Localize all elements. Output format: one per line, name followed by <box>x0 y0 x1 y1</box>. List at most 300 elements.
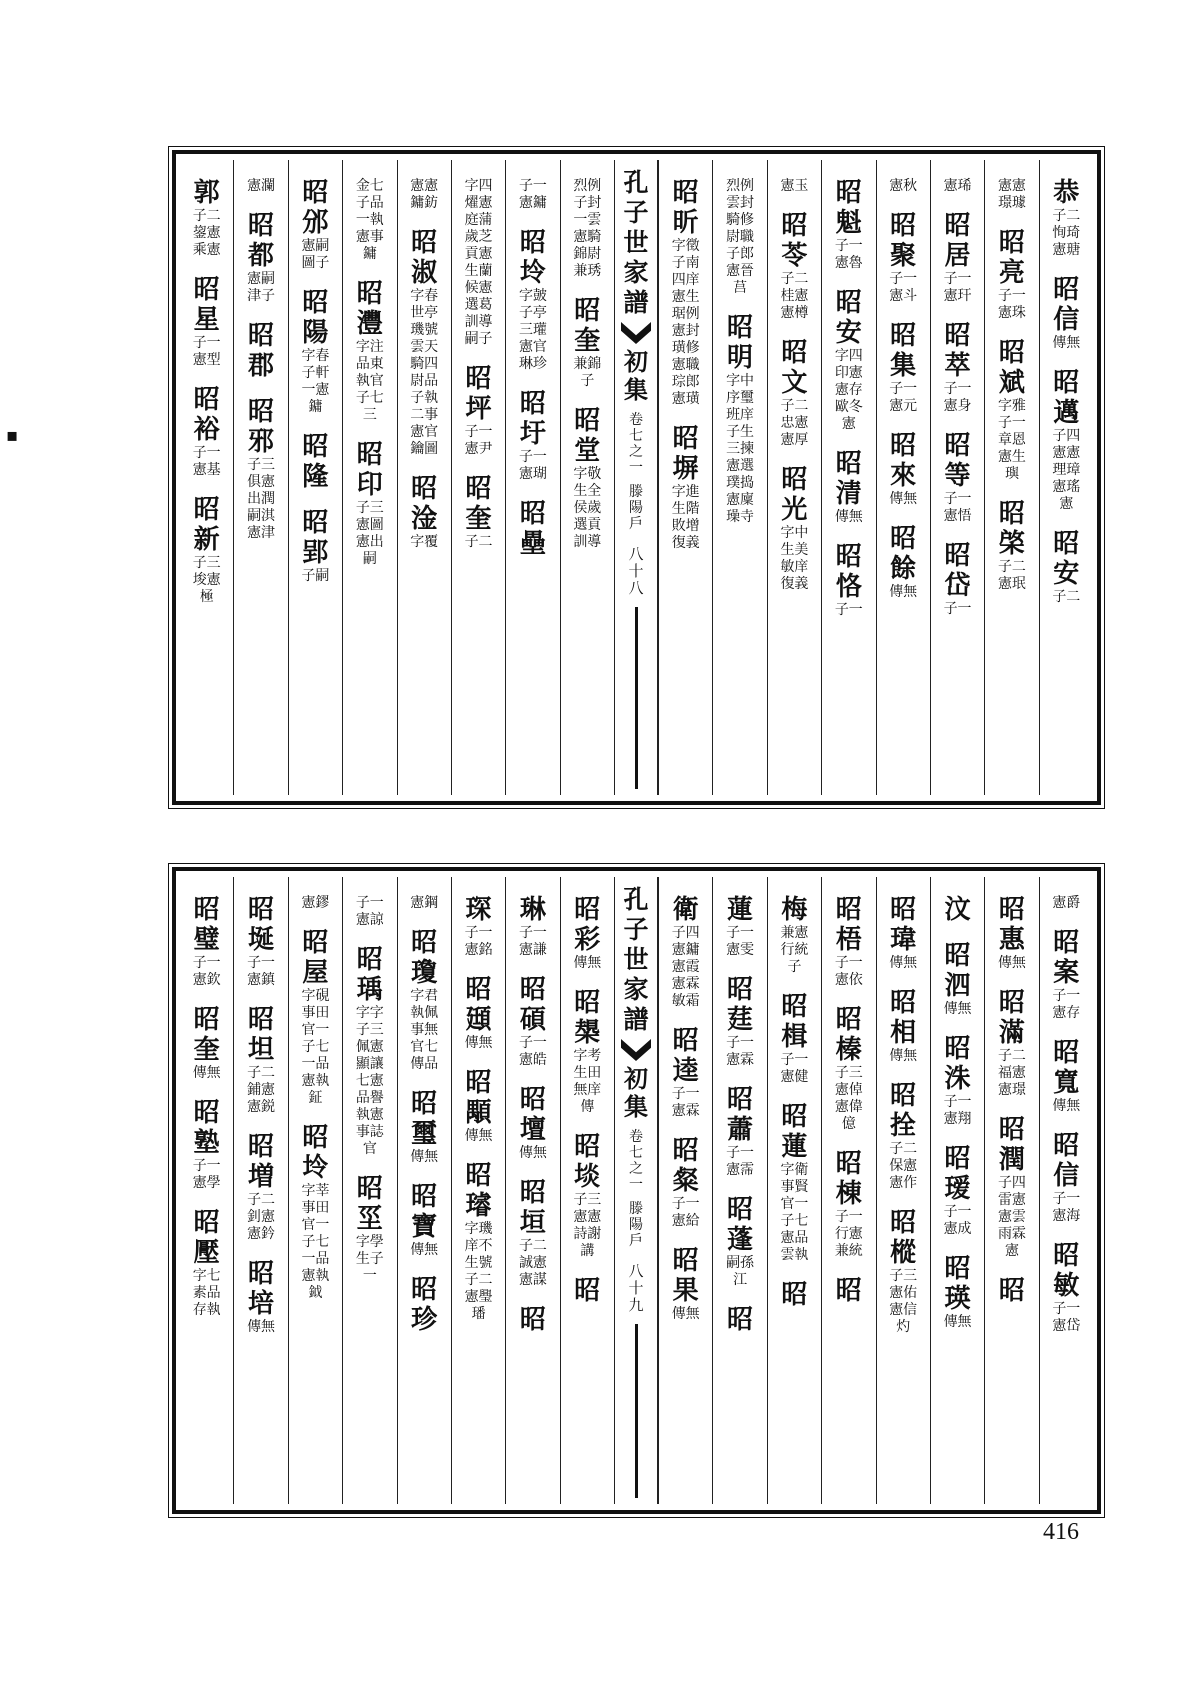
person-annotation: 字衛事賢官一子七憲品雲執 <box>780 1162 809 1263</box>
person-name: 昭瑋 <box>890 895 917 955</box>
genealogy-column <box>397 877 451 1504</box>
genealogy-entry <box>669 1026 703 1120</box>
person-annotation: 子一憲鎮 <box>247 955 276 988</box>
top-page-frame <box>172 150 1101 805</box>
person-name: 昭珍 <box>411 1275 438 1335</box>
person-annotation: 字君執佩事無官七傳品 <box>410 988 439 1072</box>
genealogy-entry <box>570 406 604 551</box>
person-annotation: 子三埈憲極 <box>192 555 221 605</box>
genealogy-entry <box>669 424 703 552</box>
genealogy-entry <box>570 895 604 972</box>
person-annotation: 子三憲佑憲信灼 <box>889 1268 918 1335</box>
person-name: 昭坦 <box>248 1005 275 1065</box>
person-name: 昭光 <box>781 465 808 525</box>
genealogy-entry <box>669 1246 703 1323</box>
person-annotation: 子二保憲憲作 <box>889 1141 918 1191</box>
genealogy-entry <box>516 1178 550 1289</box>
genealogy-column <box>397 160 451 795</box>
genealogy-entry <box>1049 1131 1083 1225</box>
person-annotation: 憲鋼 <box>410 895 439 911</box>
person-name: 昭碩 <box>519 975 546 1035</box>
person-name: 昭萃 <box>944 321 971 381</box>
person-name: 昭居 <box>944 211 971 271</box>
person-annotation: 字璣庠不生號子二憲璺璠 <box>464 1221 493 1322</box>
genealogy-entry <box>886 895 920 972</box>
person-name: 昭埮 <box>574 1132 601 1192</box>
person-annotation: 子一憲玕 <box>943 271 972 304</box>
person-name: 昭顒 <box>465 1068 492 1128</box>
genealogy-entry <box>570 178 604 280</box>
person-name: 昭郡 <box>248 321 275 381</box>
genealogy-entry <box>462 895 496 959</box>
genealogy-column <box>560 877 614 1504</box>
genealogy-column <box>658 160 712 795</box>
person-name: 昭來 <box>890 431 917 491</box>
person-name: 昭洙 <box>944 1034 971 1094</box>
person-annotation: 子一憲岱 <box>1052 1301 1081 1334</box>
person-annotation: 子一憲謙 <box>518 925 547 958</box>
genealogy-entry <box>298 1123 332 1302</box>
genealogy-entry <box>995 178 1029 212</box>
person-name: 昭淑 <box>411 228 438 288</box>
genealogy-entry <box>995 988 1029 1099</box>
person-annotation: 子二 <box>1052 589 1081 605</box>
person-name: 昭岱 <box>944 541 971 601</box>
genealogy-entry <box>298 178 332 272</box>
person-name: 昭粲 <box>672 1136 699 1196</box>
person-annotation: 子一憲翔 <box>943 1094 972 1127</box>
person-name: 昭塾 <box>193 1098 220 1158</box>
person-name: 昭槼 <box>574 988 601 1048</box>
person-annotation: 子四憲憲理璋憲瑤憲 <box>1052 428 1081 512</box>
book-title: 孔子世家譜 <box>623 168 649 317</box>
person-annotation: 傳無 <box>464 1035 493 1051</box>
person-name: 昭堂 <box>574 406 601 466</box>
person-name: 衛 <box>672 895 699 925</box>
genealogy-entry <box>832 895 866 989</box>
person-annotation: 字覆 <box>410 534 439 550</box>
genealogy-entry <box>723 1085 757 1179</box>
genealogy-entry <box>941 321 975 415</box>
center-fold-column <box>614 160 658 795</box>
fishtail-mark <box>621 322 651 344</box>
person-annotation: 子一憲霖 <box>671 1086 700 1119</box>
person-annotation: 憲瀾 <box>247 178 276 194</box>
genealogy-column <box>233 160 287 795</box>
genealogy-entry <box>516 228 550 373</box>
person-annotation: 子一憲魯 <box>834 238 863 271</box>
genealogy-column <box>451 877 505 1504</box>
person-name: 昭泗 <box>944 941 971 1001</box>
genealogy-entry <box>723 313 757 526</box>
person-annotation: 子三俱憲出潤嗣淇憲津 <box>247 457 276 541</box>
person-annotation: 子一 <box>834 602 863 618</box>
person-name: 昭斌 <box>998 338 1025 398</box>
genealogy-entry <box>886 1208 920 1336</box>
genealogy-column <box>180 877 233 1504</box>
genealogy-column <box>233 877 287 1504</box>
person-annotation: 字考生田無庠傳 <box>573 1048 602 1115</box>
person-name: 昭灃 <box>356 279 383 339</box>
genealogy-entry <box>244 1005 278 1116</box>
person-annotation: 子一憲霖 <box>726 1035 755 1068</box>
genealogy-entry <box>190 495 224 606</box>
person-annotation: 子三憲倬憲偉億 <box>834 1065 863 1132</box>
person-name: 昭莛 <box>727 975 754 1035</box>
person-annotation: 子一憲型 <box>192 335 221 368</box>
person-annotation: 子嗣 <box>301 568 330 584</box>
genealogy-entry <box>407 928 441 1073</box>
person-name: 昭邁 <box>1053 368 1080 428</box>
person-annotation: 傳無 <box>671 1306 700 1322</box>
person-annotation: 子一憲身 <box>943 381 972 414</box>
genealogy-entry <box>941 178 975 195</box>
genealogy-entry <box>941 431 975 525</box>
person-annotation: 嗣孫江 <box>726 1255 755 1288</box>
fold-rule <box>635 1324 638 1498</box>
genealogy-column <box>876 160 930 795</box>
person-annotation: 子一憲健 <box>780 1052 809 1085</box>
person-name: 琳 <box>519 895 546 925</box>
genealogy-entry <box>777 178 811 195</box>
genealogy-entry <box>244 211 278 305</box>
genealogy-entry <box>777 465 811 593</box>
person-name: 昭清 <box>835 449 862 509</box>
person-annotation: 憲玉 <box>780 178 809 194</box>
person-annotation: 子一憲成 <box>943 1204 972 1237</box>
genealogy-entry <box>407 1275 441 1335</box>
genealogy-entry <box>723 178 757 297</box>
person-annotation: 子二鋪憲憲鋭 <box>247 1065 276 1115</box>
person-annotation: 憲嗣圖子 <box>301 238 330 271</box>
genealogy-entry <box>669 178 703 408</box>
genealogy-entry <box>244 321 278 381</box>
genealogy-column <box>1039 160 1093 795</box>
person-annotation: 字莘事田官一子七一品憲執鉞 <box>301 1183 330 1301</box>
genealogy-entry <box>462 474 496 551</box>
person-name: 昭圩 <box>519 389 546 449</box>
genealogy-entry <box>777 895 811 976</box>
genealogy-entry <box>298 508 332 585</box>
person-annotation: 子二恂琦憲瑭 <box>1052 208 1081 258</box>
person-annotation: 憲鏐 <box>301 895 330 911</box>
genealogy-entry <box>886 1081 920 1192</box>
genealogy-column <box>505 877 559 1504</box>
person-name: 恭 <box>1053 178 1080 208</box>
person-name: 昭塀 <box>672 424 699 484</box>
person-name: 昭榛 <box>835 1005 862 1065</box>
genealogy-entry <box>777 211 811 322</box>
person-annotation: 子一憲基 <box>192 445 221 478</box>
person-annotation: 子一憲雯 <box>726 925 755 958</box>
genealogy-entry <box>407 1182 441 1259</box>
volume-label: 卷七之一 <box>629 1129 643 1193</box>
fold-rule <box>635 607 638 789</box>
genealogy-entry <box>407 228 441 458</box>
person-name: 昭相 <box>890 988 917 1048</box>
genealogy-entry <box>723 1305 757 1335</box>
series-label: 初集 <box>624 1064 648 1121</box>
genealogy-entry <box>190 275 224 369</box>
person-annotation: 子三憲憲詩謝講 <box>573 1192 602 1259</box>
person-name: 昭奎 <box>465 474 492 534</box>
genealogy-column <box>767 160 821 795</box>
person-name: 昭敏 <box>1053 1241 1080 1301</box>
genealogy-entry <box>298 928 332 1107</box>
person-name: 昭瑷 <box>944 1144 971 1204</box>
person-name: 昭潤 <box>998 1115 1025 1175</box>
person-name: 昭等 <box>944 431 971 491</box>
person-annotation: 子一憲斗 <box>889 271 918 304</box>
person-name: 昭壓 <box>193 1208 220 1268</box>
genealogy-column <box>342 877 396 1504</box>
genealogy-entry <box>995 895 1029 972</box>
genealogy-entry <box>462 975 496 1052</box>
genealogy-entry <box>190 385 224 479</box>
person-annotation: 字徵子南四庠憲生琚例憲封璜修憲職琮郎憲璜 <box>671 238 700 407</box>
genealogy-entry <box>516 389 550 483</box>
genealogy-column <box>288 160 342 795</box>
genealogy-entry <box>832 288 866 433</box>
person-name: 昭璽 <box>411 1089 438 1149</box>
person-name: 昭惠 <box>998 895 1025 955</box>
genealogy-column <box>712 877 766 1504</box>
genealogy-column <box>560 160 614 795</box>
person-name: 昭屋 <box>302 928 329 988</box>
person-name: 昭案 <box>1053 928 1080 988</box>
bottom-page-columns <box>180 877 1093 1504</box>
genealogy-entry <box>941 1144 975 1238</box>
person-name: 昭樅 <box>890 1208 917 1268</box>
genealogy-entry <box>190 1005 224 1082</box>
genealogy-entry <box>516 895 550 959</box>
genealogy-entry <box>886 321 920 415</box>
person-name: 昭餘 <box>890 524 917 584</box>
genealogy-entry <box>941 895 975 925</box>
person-annotation: 字四印憲憲存歐冬憲 <box>834 348 863 432</box>
person-annotation: 子一憲諒 <box>355 895 384 928</box>
book-title: 孔子世家譜 <box>623 885 649 1034</box>
person-name: 昭璿 <box>465 1161 492 1221</box>
genealogy-column <box>821 160 875 795</box>
genealogy-entry <box>190 178 224 259</box>
person-name: 昭蕭 <box>727 1085 754 1145</box>
genealogy-entry <box>1049 928 1083 1022</box>
person-annotation: 傳無 <box>943 1314 972 1330</box>
genealogy-entry <box>669 895 703 1010</box>
person-name: 昭郢 <box>302 508 329 568</box>
genealogy-entry <box>353 1174 387 1285</box>
person-name: 昭星 <box>193 275 220 335</box>
person-annotation: 子四雷憲憲雲雨霖憲 <box>997 1175 1026 1259</box>
center-fold-column <box>614 877 658 1504</box>
person-annotation: 傳無 <box>518 1145 547 1161</box>
person-name: 琛 <box>465 895 492 925</box>
person-annotation: 烈例子封一雲憲騎錦尉兼琇 <box>573 178 602 279</box>
genealogy-entry <box>353 279 387 424</box>
person-name: 昭壇 <box>519 1085 546 1145</box>
person-annotation: 子一憲學 <box>192 1158 221 1191</box>
person-name: 昭坪 <box>465 364 492 424</box>
person-annotation: 字雅子一章恩憲生璵 <box>997 398 1026 482</box>
person-annotation: 金七子品一執憲事鏞 <box>355 178 384 262</box>
genealogy-entry <box>190 1098 224 1192</box>
genealogy-entry <box>570 296 604 390</box>
person-annotation: 憲爵 <box>1052 895 1081 911</box>
genealogy-entry <box>886 211 920 305</box>
person-name: 昭邠 <box>302 178 329 238</box>
person-name: 昭 <box>781 1280 808 1310</box>
person-name: 昭亮 <box>998 228 1025 288</box>
genealogy-entry <box>941 941 975 1018</box>
person-name: 昭昕 <box>672 178 699 238</box>
genealogy-column <box>288 877 342 1504</box>
person-name: 昭 <box>727 1305 754 1335</box>
person-annotation: 傳無 <box>410 1149 439 1165</box>
genealogy-entry <box>886 988 920 1065</box>
person-annotation: 字進生階敗增復義 <box>671 484 700 551</box>
person-annotation: 傳無 <box>573 955 602 971</box>
person-name: 昭逵 <box>672 1026 699 1086</box>
genealogy-entry <box>516 975 550 1069</box>
genealogy-entry <box>995 338 1029 483</box>
top-page-columns <box>180 160 1093 795</box>
person-name: 昭寬 <box>1053 1038 1080 1098</box>
person-name: 昭坙 <box>356 1174 383 1234</box>
person-name: 昭坽 <box>302 1123 329 1183</box>
genealogy-entry <box>244 895 278 989</box>
person-name: 昭瑛 <box>944 1254 971 1314</box>
person-name: 昭裕 <box>193 385 220 445</box>
genealogy-entry <box>723 895 757 959</box>
person-annotation: 子二鋆憲乘憲 <box>192 208 221 258</box>
genealogy-entry <box>190 895 224 989</box>
genealogy-entry <box>298 895 332 912</box>
person-annotation: 子一憲皓 <box>518 1035 547 1068</box>
genealogy-entry <box>941 211 975 305</box>
person-name: 昭垣 <box>519 1178 546 1238</box>
person-annotation: 兼錦子 <box>573 356 602 389</box>
person-name: 昭安 <box>1053 529 1080 589</box>
person-annotation: 字學生子一 <box>355 1234 384 1284</box>
genealogy-entry <box>407 1089 441 1166</box>
person-name: 昭恪 <box>835 542 862 602</box>
genealogy-entry <box>941 1254 975 1331</box>
person-annotation: 憲嗣津子 <box>247 271 276 304</box>
series-label: 初集 <box>624 347 648 404</box>
genealogy-column <box>930 877 984 1504</box>
person-name: 昭魁 <box>835 178 862 238</box>
genealogy-entry <box>244 1132 278 1243</box>
person-annotation: 子二誠憲憲謀 <box>518 1238 547 1288</box>
person-annotation: 字字子三佩憲顯讓七憲品譽執憲事誌官 <box>355 1005 384 1157</box>
person-annotation: 字七素品存執 <box>192 1268 221 1318</box>
person-name: 汶 <box>944 895 971 925</box>
person-name: 昭棟 <box>835 1149 862 1209</box>
person-annotation: 傳無 <box>889 584 918 600</box>
genealogy-entry <box>832 1276 866 1306</box>
genealogy-entry <box>353 945 387 1158</box>
genealogy-entry <box>886 524 920 601</box>
genealogy-column <box>505 160 559 795</box>
genealogy-column <box>930 160 984 795</box>
genealogy-entry <box>462 364 496 458</box>
person-annotation: 字中生美敏庠復義 <box>780 525 809 592</box>
person-annotation: 子一憲給 <box>671 1196 700 1229</box>
person-name: 昭頲 <box>465 975 492 1035</box>
person-annotation: 子一憲瑚 <box>518 449 547 482</box>
person-annotation: 憲琋 <box>943 178 972 194</box>
fishtail-mark <box>621 1039 651 1061</box>
person-annotation: 傳無 <box>410 1242 439 1258</box>
person-annotation: 子三憲圖憲出嗣 <box>355 500 384 567</box>
person-annotation: 憲憲璟璩 <box>997 178 1026 211</box>
bottom-page-frame <box>172 867 1101 1514</box>
genealogy-column <box>876 877 930 1504</box>
genealogy-entry <box>995 1115 1029 1260</box>
genealogy-entry <box>832 542 866 619</box>
person-annotation: 子一憲依 <box>834 955 863 988</box>
person-annotation: 子一憲銘 <box>464 925 493 958</box>
person-name: 昭拴 <box>890 1081 917 1141</box>
person-annotation: 子一行憲兼統 <box>834 1209 863 1259</box>
genealogy-entry <box>886 178 920 195</box>
genealogy-entry <box>941 1034 975 1128</box>
person-annotation: 子一憲珠 <box>997 288 1026 321</box>
genealogy-column <box>767 877 821 1504</box>
genealogy-entry <box>244 1259 278 1336</box>
genealogy-entry <box>1049 1241 1083 1335</box>
person-annotation: 子二釗憲憲鈐 <box>247 1192 276 1242</box>
genealogy-entry <box>353 895 387 929</box>
person-annotation: 傳無 <box>997 955 1026 971</box>
person-name: 昭璧 <box>193 895 220 955</box>
person-name: 昭培 <box>248 1259 275 1319</box>
person-name: 昭苓 <box>781 211 808 271</box>
genealogy-column <box>451 160 505 795</box>
genealogy-column <box>658 877 712 1504</box>
genealogy-entry <box>1049 178 1083 259</box>
genealogy-entry <box>462 1068 496 1145</box>
person-name: 昭 <box>835 1276 862 1306</box>
person-name: 昭瑀 <box>356 945 383 1005</box>
genealogy-column <box>984 160 1038 795</box>
genealogy-entry <box>462 178 496 348</box>
person-name: 昭 <box>574 1276 601 1306</box>
person-annotation: 子一憲欽 <box>192 955 221 988</box>
person-annotation: 傳無 <box>889 491 918 507</box>
genealogy-entry <box>995 499 1029 593</box>
person-name: 昭滿 <box>998 988 1025 1048</box>
genealogy-entry <box>570 988 604 1116</box>
person-name: 昭楫 <box>781 992 808 1052</box>
genealogy-entry <box>941 541 975 618</box>
person-annotation: 字皷子亭三瓘憲官琳珍 <box>518 288 547 372</box>
person-annotation: 子四憲鏞憲霞憲霖敏霜 <box>671 925 700 1009</box>
person-annotation: 字春子軒一憲鏞 <box>301 348 330 415</box>
genealogy-entry <box>298 432 332 492</box>
margin-mark: ▪ <box>6 425 19 446</box>
leaf-number: 八十九 <box>628 1262 644 1314</box>
person-name: 昭 <box>998 1276 1025 1306</box>
person-annotation: 字敬生全侯歲選貢訓導 <box>573 466 602 550</box>
leaf-number: 八十八 <box>628 545 644 597</box>
person-annotation: 傳無 <box>1052 335 1081 351</box>
person-name: 昭隆 <box>302 432 329 492</box>
person-annotation: 子一憲尹 <box>464 424 493 457</box>
person-name: 昭集 <box>890 321 917 381</box>
person-name: 昭果 <box>672 1246 699 1306</box>
